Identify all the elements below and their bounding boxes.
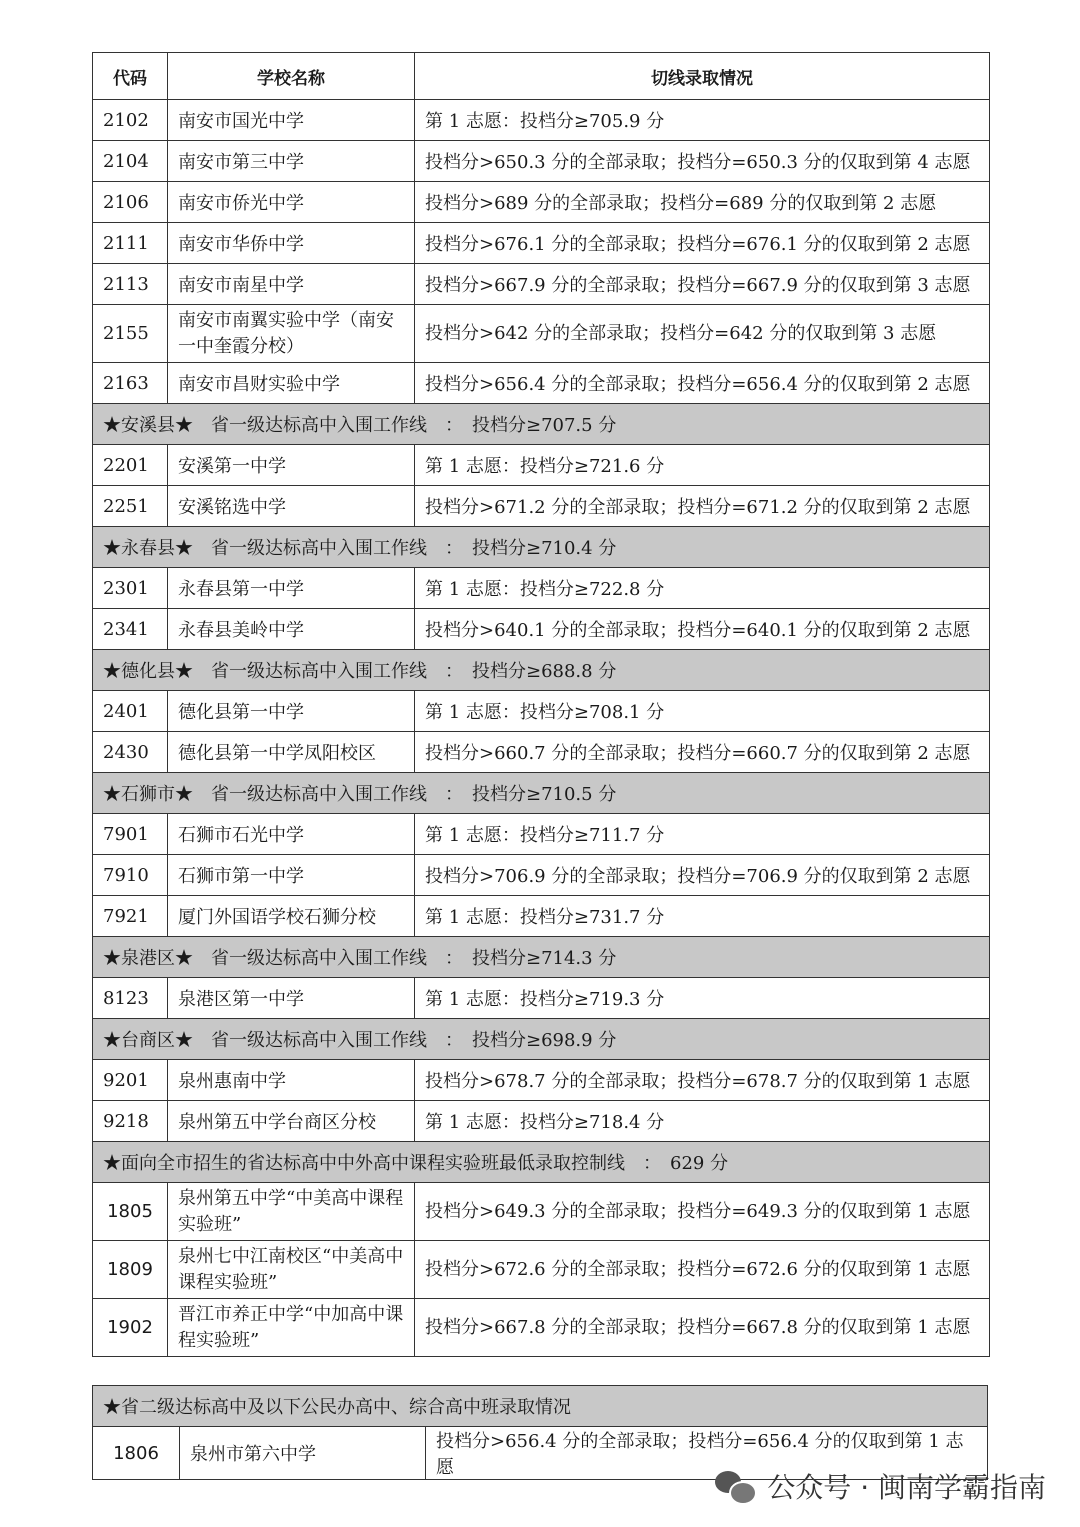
table-row [93, 141, 990, 182]
row-result: 第 1 志愿：投档分≥705.9 分 [415, 100, 990, 141]
row-code: 2201 [93, 445, 168, 486]
row-school: 南安市第三中学 [168, 141, 415, 182]
section-title: ★面向全市招生的省达标高中中外高中课程实验班最低录取控制线 ： 629 分 [93, 1142, 990, 1183]
table-row [93, 305, 990, 363]
row-code: 2251 [93, 486, 168, 527]
section-title: ★省二级达标高中及以下公民办高中、综合高中班录取情况 [93, 1386, 988, 1427]
section-row-anxi [93, 404, 990, 445]
section-row-taishang [93, 1019, 990, 1060]
row-code: 2341 [93, 609, 168, 650]
watermark-text: 公众号 · 闽南学霸指南 [767, 1471, 1046, 1504]
table-row [93, 1101, 990, 1142]
row-result: 投档分>656.4 分的全部录取；投档分=656.4 分的仅取到第 1 志愿 [426, 1427, 988, 1480]
table-row [93, 691, 990, 732]
row-school: 南安市侨光中学 [168, 182, 415, 223]
row-code: 1809 [93, 1241, 168, 1299]
row-code: 2401 [93, 691, 168, 732]
row-result: 投档分>649.3 分的全部录取；投档分=649.3 分的仅取到第 1 志愿 [415, 1183, 990, 1241]
row-school: 南安市华侨中学 [168, 223, 415, 264]
row-code: 2430 [93, 732, 168, 773]
table-row [93, 978, 990, 1019]
row-school: 德化县第一中学凤阳校区 [168, 732, 415, 773]
section-title: ★永春县★ 省一级达标高中入围工作线 ： 投档分≥710.4 分 [93, 527, 990, 568]
header-result: 切线录取情况 [415, 53, 990, 100]
table-row [93, 1183, 990, 1241]
row-code: 2111 [93, 223, 168, 264]
row-result: 投档分>672.6 分的全部录取；投档分=672.6 分的仅取到第 1 志愿 [415, 1241, 990, 1299]
table-row [93, 182, 990, 223]
row-result: 投档分>706.9 分的全部录取；投档分=706.9 分的仅取到第 2 志愿 [415, 855, 990, 896]
row-result: 第 1 志愿：投档分≥719.3 分 [415, 978, 990, 1019]
section-title: ★石狮市★ 省一级达标高中入围工作线 ： 投档分≥710.5 分 [93, 773, 990, 814]
section-row-shishi [93, 773, 990, 814]
row-result: 投档分>667.8 分的全部录取；投档分=667.8 分的仅取到第 1 志愿 [415, 1299, 990, 1357]
row-code: 2106 [93, 182, 168, 223]
table-row [93, 568, 990, 609]
row-result: 投档分>678.7 分的全部录取；投档分=678.7 分的仅取到第 1 志愿 [415, 1060, 990, 1101]
row-code: 2163 [93, 363, 168, 404]
table-row [93, 1060, 990, 1101]
row-school: 泉港区第一中学 [168, 978, 415, 1019]
table-row [93, 814, 990, 855]
table-row [93, 1299, 990, 1357]
row-school: 安溪铭选中学 [168, 486, 415, 527]
section-title: ★台商区★ 省一级达标高中入围工作线 ： 投档分≥698.9 分 [93, 1019, 990, 1060]
row-code: 7921 [93, 896, 168, 937]
section-row-quangang [93, 937, 990, 978]
row-code: 1806 [93, 1427, 180, 1480]
row-result: 投档分>667.9 分的全部录取；投档分=667.9 分的仅取到第 3 志愿 [415, 264, 990, 305]
row-code: 7910 [93, 855, 168, 896]
row-school: 泉州第五中学台商区分校 [168, 1101, 415, 1142]
row-result: 第 1 志愿：投档分≥722.8 分 [415, 568, 990, 609]
row-school: 安溪第一中学 [168, 445, 415, 486]
row-code: 8123 [93, 978, 168, 1019]
section-row-foreign [93, 1142, 990, 1183]
table-row [93, 609, 990, 650]
table-row [93, 486, 990, 527]
table-row [93, 223, 990, 264]
row-result: 投档分>676.1 分的全部录取；投档分=676.1 分的仅取到第 2 志愿 [415, 223, 990, 264]
row-school: 永春县美岭中学 [168, 609, 415, 650]
row-school: 厦门外国语学校石狮分校 [168, 896, 415, 937]
section-row-dehua [93, 650, 990, 691]
table-row [93, 732, 990, 773]
row-school: 永春县第一中学 [168, 568, 415, 609]
row-school: 南安市南星中学 [168, 264, 415, 305]
wechat-icon [715, 1469, 755, 1503]
row-code: 9218 [93, 1101, 168, 1142]
row-school: 南安市国光中学 [168, 100, 415, 141]
row-result: 第 1 志愿：投档分≥731.7 分 [415, 896, 990, 937]
row-code: 2104 [93, 141, 168, 182]
row-code: 2155 [93, 305, 168, 363]
row-result: 投档分>650.3 分的全部录取；投档分=650.3 分的仅取到第 4 志愿 [415, 141, 990, 182]
row-code: 1805 [93, 1183, 168, 1241]
section-row-second [93, 1386, 988, 1427]
row-code: 2113 [93, 264, 168, 305]
row-result: 第 1 志愿：投档分≥711.7 分 [415, 814, 990, 855]
wechat-watermark [715, 1466, 1046, 1506]
section-row-yongchun [93, 527, 990, 568]
table-row [93, 100, 990, 141]
row-result: 第 1 志愿：投档分≥718.4 分 [415, 1101, 990, 1142]
row-school: 德化县第一中学 [168, 691, 415, 732]
row-result: 第 1 志愿：投档分≥721.6 分 [415, 445, 990, 486]
row-school: 泉州市第六中学 [180, 1427, 426, 1480]
section-title: ★泉港区★ 省一级达标高中入围工作线 ： 投档分≥714.3 分 [93, 937, 990, 978]
row-code: 2301 [93, 568, 168, 609]
header-school: 学校名称 [168, 53, 415, 100]
table-row [93, 445, 990, 486]
table-row [93, 363, 990, 404]
row-code: 9201 [93, 1060, 168, 1101]
row-code: 1902 [93, 1299, 168, 1357]
section-title: ★德化县★ 省一级达标高中入围工作线 ： 投档分≥688.8 分 [93, 650, 990, 691]
table-header [93, 53, 990, 100]
row-school: 南安市南翼实验中学（南安一中奎霞分校） [168, 305, 415, 363]
admission-table [92, 52, 990, 1357]
row-school: 晋江市养正中学“中加高中课程实验班” [168, 1299, 415, 1357]
row-result: 投档分>660.7 分的全部录取；投档分=660.7 分的仅取到第 2 志愿 [415, 732, 990, 773]
header-code: 代码 [93, 53, 168, 100]
table-row [93, 1241, 990, 1299]
row-result: 投档分>689 分的全部录取；投档分=689 分的仅取到第 2 志愿 [415, 182, 990, 223]
row-school: 南安市昌财实验中学 [168, 363, 415, 404]
section-title: ★安溪县★ 省一级达标高中入围工作线 ： 投档分≥707.5 分 [93, 404, 990, 445]
row-school: 泉州七中江南校区“中美高中课程实验班” [168, 1241, 415, 1299]
table-row [93, 855, 990, 896]
row-school: 泉州第五中学“中美高中课程实验班” [168, 1183, 415, 1241]
table-row [93, 896, 990, 937]
row-code: 2102 [93, 100, 168, 141]
row-result: 投档分>656.4 分的全部录取；投档分=656.4 分的仅取到第 2 志愿 [415, 363, 990, 404]
row-result: 投档分>671.2 分的全部录取；投档分=671.2 分的仅取到第 2 志愿 [415, 486, 990, 527]
row-school: 石狮市石光中学 [168, 814, 415, 855]
row-result: 第 1 志愿：投档分≥708.1 分 [415, 691, 990, 732]
row-school: 泉州惠南中学 [168, 1060, 415, 1101]
row-result: 投档分>642 分的全部录取；投档分=642 分的仅取到第 3 志愿 [415, 305, 990, 363]
row-result: 投档分>640.1 分的全部录取；投档分=640.1 分的仅取到第 2 志愿 [415, 609, 990, 650]
row-code: 7901 [93, 814, 168, 855]
row-school: 石狮市第一中学 [168, 855, 415, 896]
table-row [93, 264, 990, 305]
